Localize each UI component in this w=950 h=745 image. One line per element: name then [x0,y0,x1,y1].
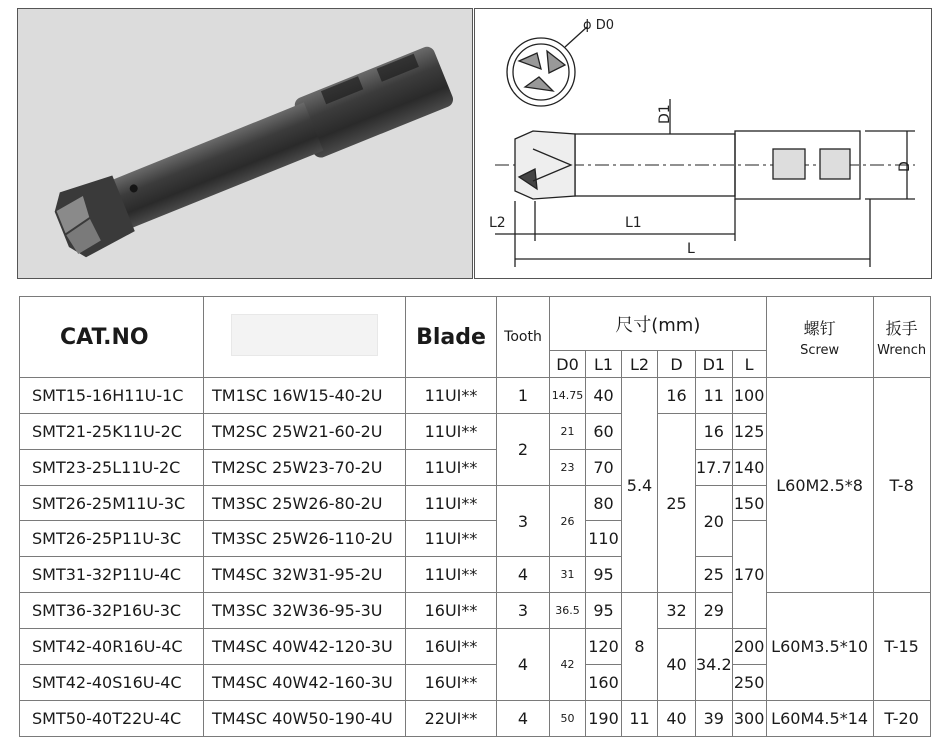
screw: L60M4.5*14 [766,701,873,737]
header-l: L [732,351,766,378]
cat-no: SMT21-25K11U-2C [20,414,204,450]
d1: 11 [696,378,733,414]
cat-no: SMT50-40T22U-4C [20,701,204,737]
l1: 70 [586,450,622,486]
d0: 31 [550,557,586,593]
holder-code: TM2SC 25W21-60-2U [204,414,406,450]
l2: 5.4 [622,378,658,593]
blade: 22UI** [406,701,497,737]
tooth: 3 [497,593,550,629]
l: 125 [732,414,766,450]
cat-no: SMT42-40S16U-4C [20,665,204,701]
blade: 11UI** [406,557,497,593]
holder-code: TM3SC 25W26-110-2U [204,521,406,557]
d0: 42 [550,629,586,701]
blade: 16UI** [406,629,497,665]
l1: 95 [586,593,622,629]
blade: 11UI** [406,450,497,486]
header-l1: L1 [586,351,622,378]
d1: 34.2 [696,629,733,701]
l: 140 [732,450,766,486]
l: 200 [732,629,766,665]
tooth: 2 [497,414,550,486]
d1: 17.7 [696,450,733,486]
d0: 36.5 [550,593,586,629]
header-wrench [873,297,930,378]
table-row [20,701,931,737]
header-wrench-en: Wrench [877,343,927,358]
cat-no: SMT26-25M11U-3C [20,486,204,521]
holder-code: TM3SC 32W36-95-3U [204,593,406,629]
cat-no: SMT15-16H11U-1C [20,378,204,414]
header-screw-zh: 螺钉 [803,319,836,338]
spec-table [19,296,931,737]
table-row [20,593,931,629]
d1: 16 [696,414,733,450]
holder-code: TM4SC 32W31-95-2U [204,557,406,593]
l1-label: L1 [625,215,642,231]
l2: 8 [622,593,658,701]
d1: 29 [696,593,733,629]
header-screw [766,297,873,378]
tooth: 4 [497,701,550,737]
blade: 16UI** [406,593,497,629]
tooth: 4 [497,557,550,593]
d1: 20 [696,486,733,557]
holder-code: TM4SC 40W42-160-3U [204,665,406,701]
l1: 60 [586,414,622,450]
l1: 120 [586,629,622,665]
l: 100 [732,378,766,414]
d0: 14.75 [550,378,586,414]
l1: 190 [586,701,622,737]
end-view [507,27,587,106]
blade: 11UI** [406,521,497,557]
l: 150 [732,486,766,521]
tooth: 4 [497,629,550,701]
d0: 21 [550,414,586,450]
header-d: D [658,351,696,378]
end-mill-photo [18,9,472,278]
d-label: D [897,161,913,172]
wrench: T-15 [873,593,930,701]
l1: 80 [586,486,622,521]
holder-code: TM4SC 40W50-190-4U [204,701,406,737]
blank-box [231,314,378,356]
header-blank [204,297,406,378]
header-l2: L2 [622,351,658,378]
header-tooth: Tooth [497,297,550,378]
l: 250 [732,665,766,701]
l-label: L [687,241,695,257]
d: 32 [658,593,696,629]
cat-no: SMT36-32P16U-3C [20,593,204,629]
tooth: 1 [497,378,550,414]
d0: 26 [550,486,586,557]
d1: 39 [696,701,733,737]
header-d0: D0 [550,351,586,378]
d: 40 [658,629,696,701]
holder-code: TM3SC 25W26-80-2U [204,486,406,521]
technical-drawing [474,8,932,279]
l2-label: L2 [489,215,506,231]
header-screw-en: Screw [800,343,840,358]
l1: 95 [586,557,622,593]
cat-no: SMT26-25P11U-3C [20,521,204,557]
wrench: T-8 [873,378,930,593]
d: 16 [658,378,696,414]
d1: 25 [696,557,733,593]
l1: 40 [586,378,622,414]
header-blade: Blade [406,297,497,378]
dimension-drawing [475,9,931,278]
wrench: T-20 [873,701,930,737]
d0: 23 [550,450,586,486]
d: 40 [658,701,696,737]
l: 300 [732,701,766,737]
d0-label: ϕ D0 [583,18,614,33]
blade: 11UI** [406,414,497,450]
l2: 11 [622,701,658,737]
blade: 11UI** [406,486,497,521]
l: 170 [732,521,766,629]
cat-no: SMT31-32P11U-4C [20,557,204,593]
blade: 16UI** [406,665,497,701]
l1: 160 [586,665,622,701]
table-row [20,378,931,414]
holder-code: TM1SC 16W15-40-2U [204,378,406,414]
holder-code: TM4SC 40W42-120-3U [204,629,406,665]
screw: L60M3.5*10 [766,593,873,701]
side-view [495,99,915,267]
header-size: 尺寸(mm) [550,297,767,351]
screw: L60M2.5*8 [766,378,873,593]
d: 25 [658,414,696,593]
tooth: 3 [497,486,550,557]
blade: 11UI** [406,378,497,414]
holder-code: TM2SC 25W23-70-2U [204,450,406,486]
cat-no: SMT42-40R16U-4C [20,629,204,665]
d0: 50 [550,701,586,737]
header-wrench-zh: 扳手 [885,319,918,338]
d1-label: D1 [657,104,673,124]
cat-no: SMT23-25L11U-2C [20,450,204,486]
header-cat-no: CAT.NO [20,297,204,378]
product-photo [17,8,473,279]
header-d1: D1 [696,351,733,378]
l1: 110 [586,521,622,557]
